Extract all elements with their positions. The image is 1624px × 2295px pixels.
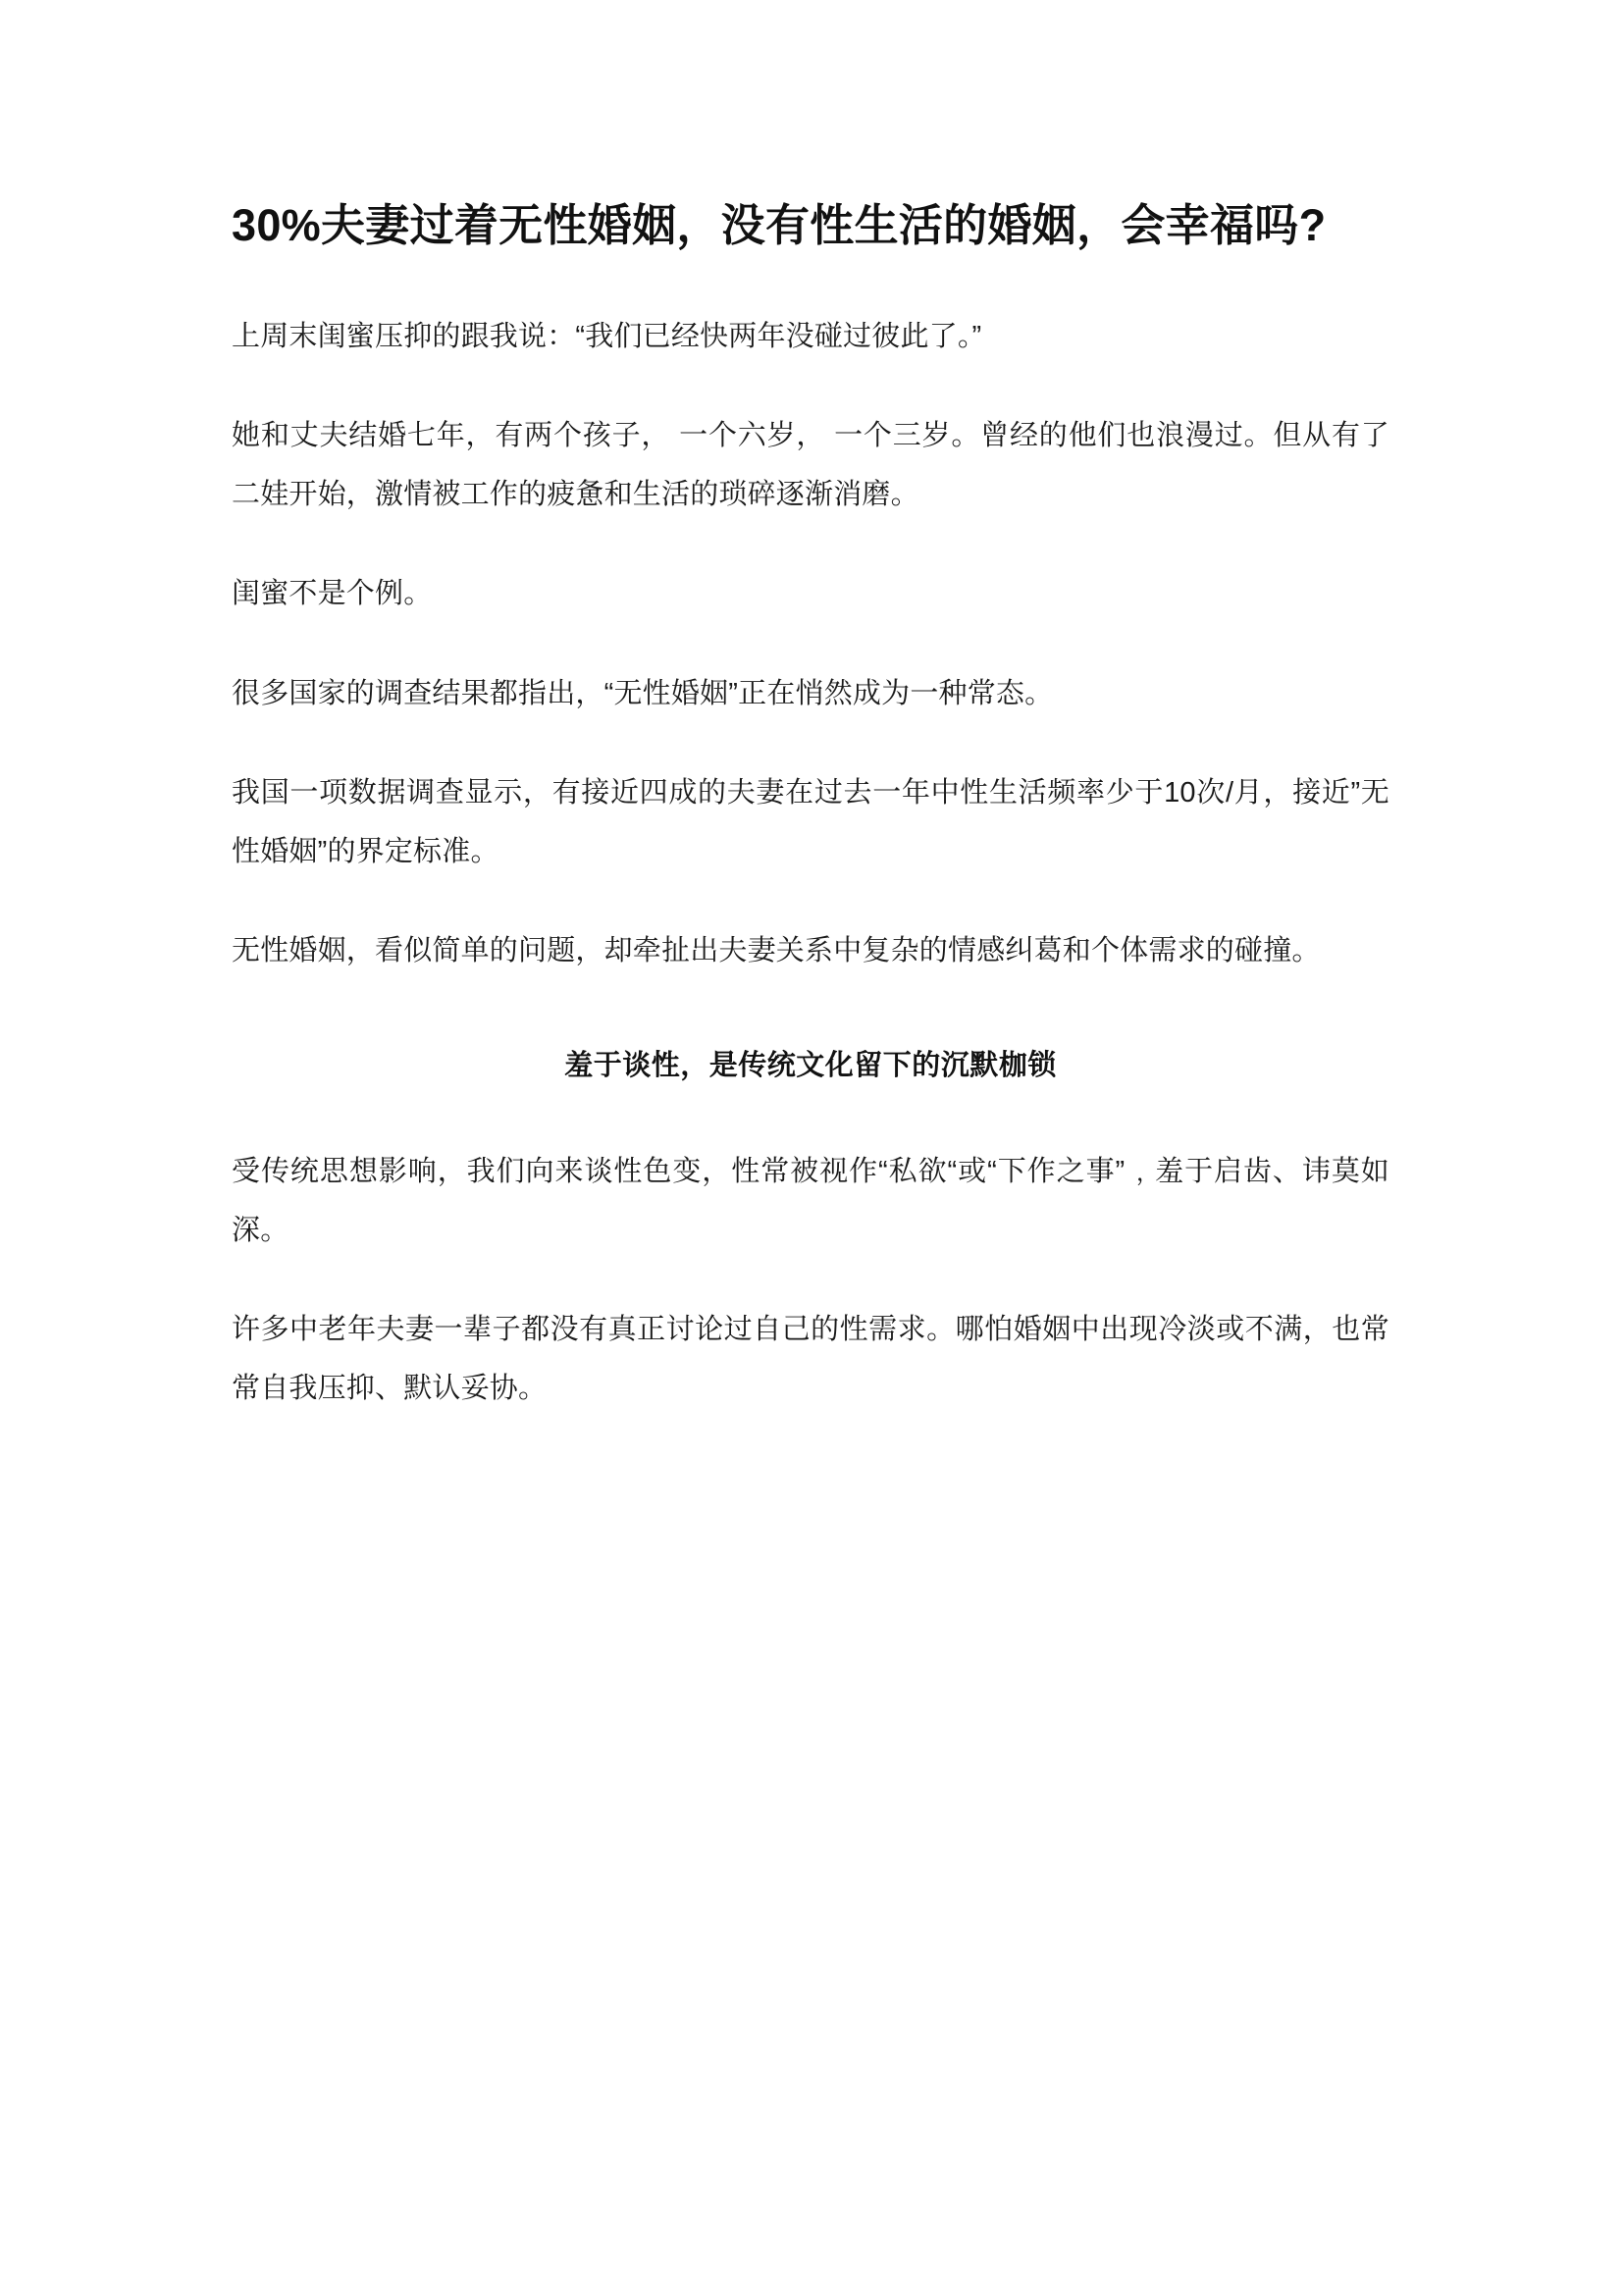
paragraph-3: 闺蜜不是个例。: [232, 578, 433, 610]
paragraph-5: 我国一项数据调查显示，有接近四成的夫妻在过去一年中性生活频率少于10次/月，接近”无性婚姻”的界定标准。: [232, 777, 1389, 867]
section-paragraph-2: 许多中老年夫妻一辈子都没有真正讨论过自己的性需求。哪怕婚姻中出现冷淡或不满，也常常自我压抑、默认妥协。: [232, 1314, 1389, 1404]
document-content: [232, 194, 1389, 1459]
page-title: 30%夫妻过着无性婚姻，没有性生活的婚姻，会幸福吗?: [232, 200, 1327, 250]
section-paragraph-1: 受传统思想影响，我们向来谈性色变，性常被视作“私欲“或“下作之事”﹐羞于启齿、讳莫如深。: [232, 1156, 1389, 1246]
paragraph-1: 上周末闺蜜压抑的跟我说：“我们已经快两年没碰过彼此了。”: [232, 320, 982, 352]
paragraph-4: 很多国家的调查结果都指出，“无性婚姻”正在悄然成为一种常态。: [232, 677, 1054, 709]
paragraph-6: 无性婚姻，看似简单的问题，却牵扯出夫妻关系中复杂的情感纠葛和个体需求的碰撞。: [232, 934, 1321, 966]
section-heading: 羞于谈性，是传统文化留下的沉默枷锁: [564, 1050, 1057, 1082]
paragraph-2: 她和丈夫结婚七年，有两个孩子， 一个六岁， 一个三岁。曾经的他们也浪漫过。但从有了二娃开始，激情被工作的疲惫和生活的琐碎逐渐消磨。: [232, 420, 1389, 510]
